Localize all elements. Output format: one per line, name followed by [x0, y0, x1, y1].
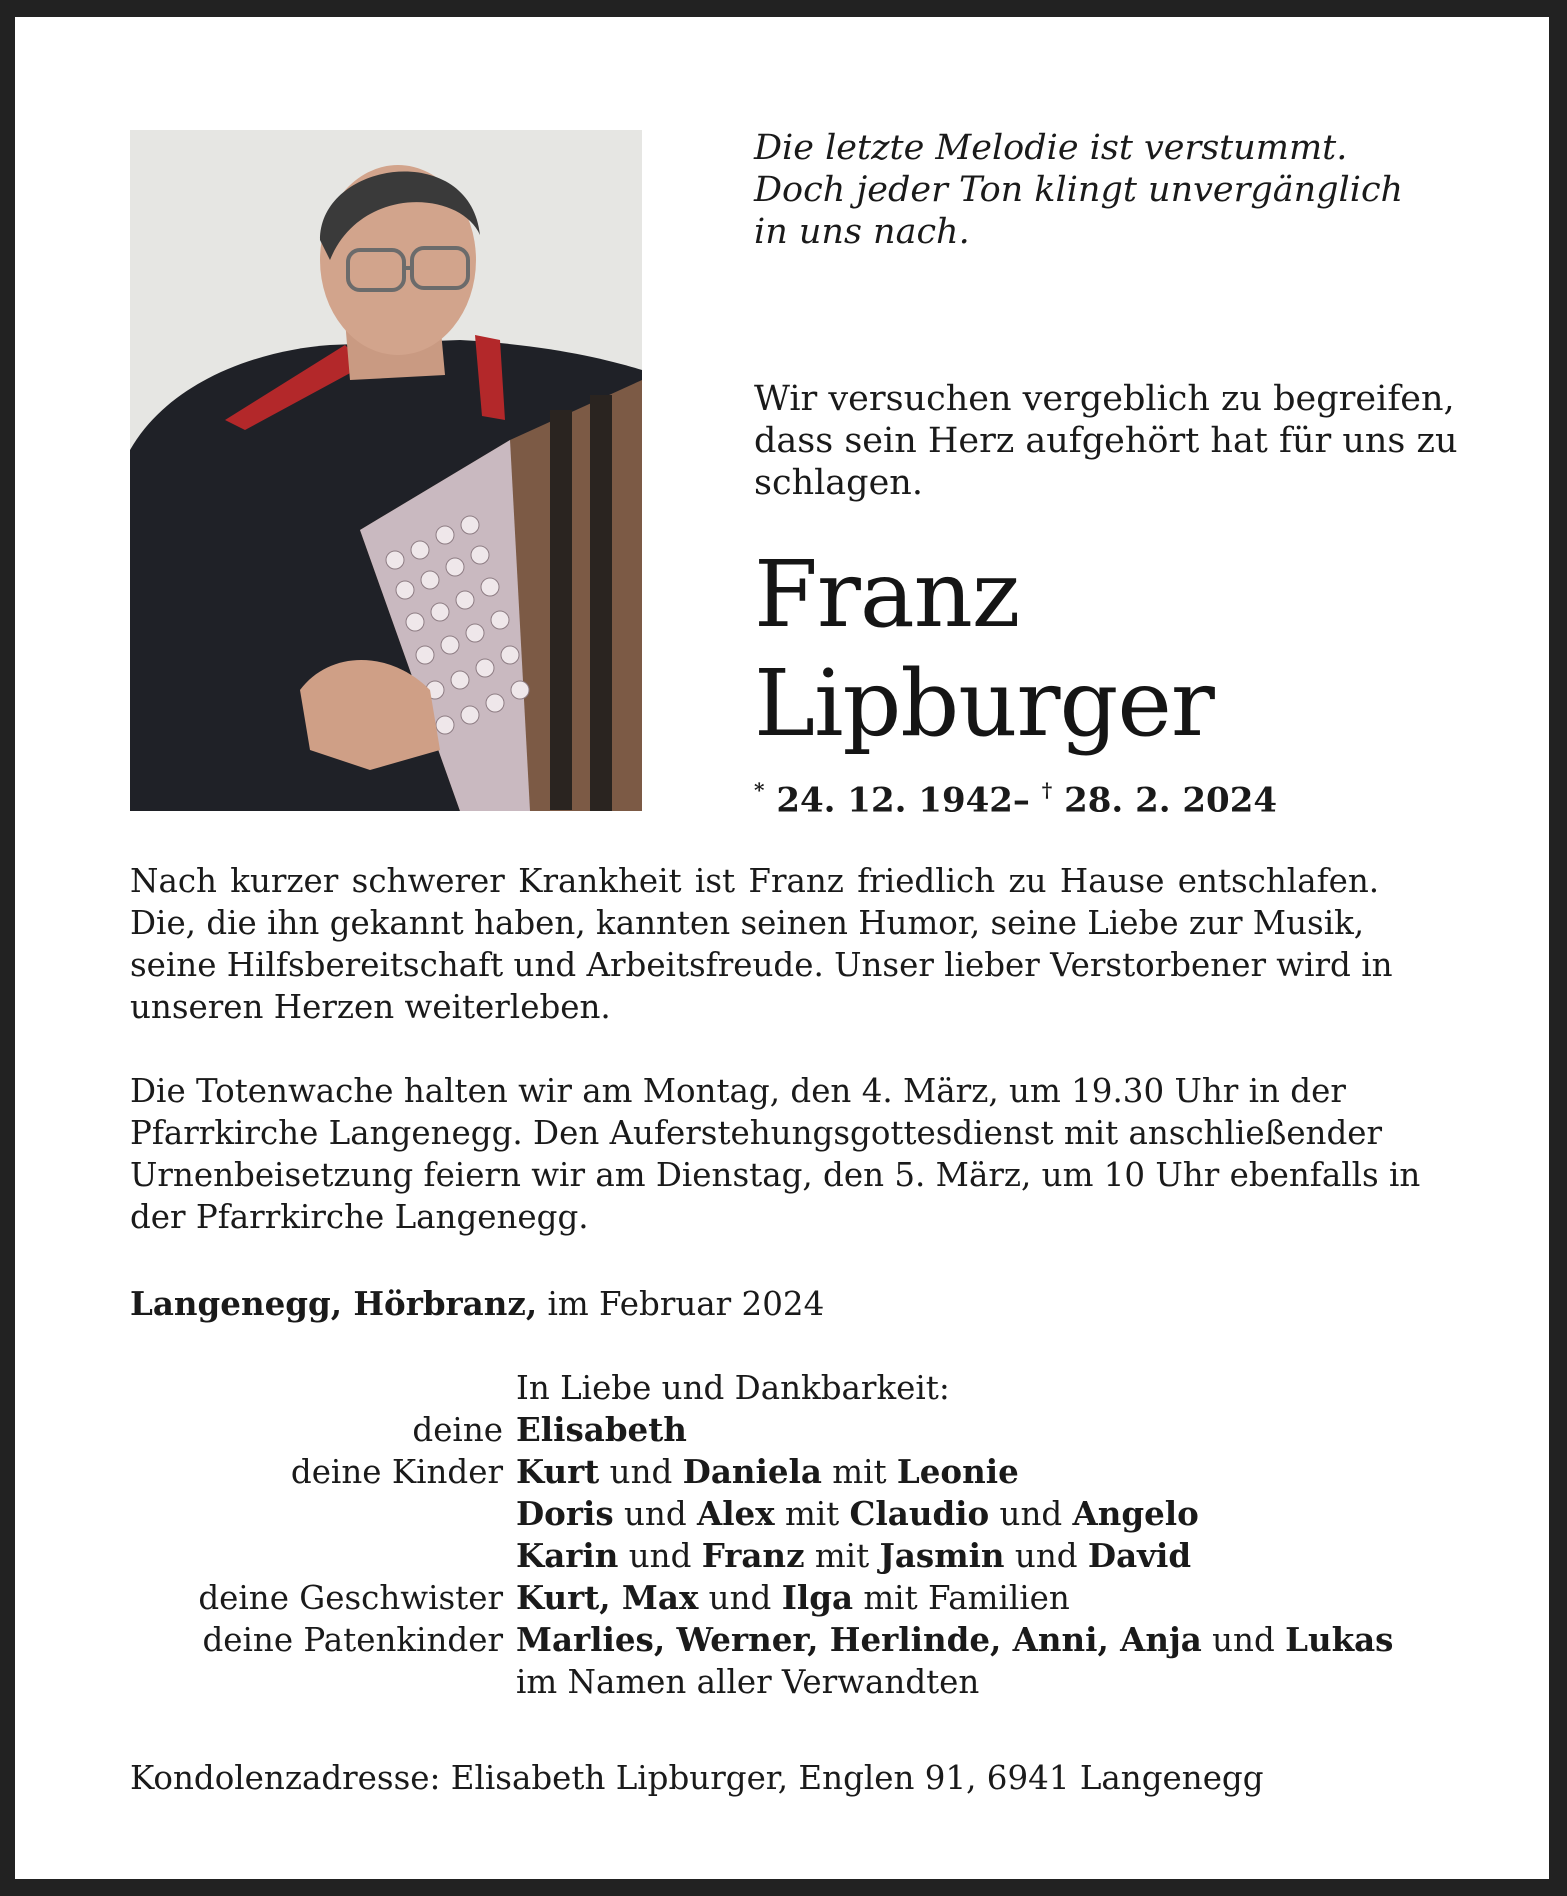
relation-label: deine Patenkinder [202, 1621, 503, 1659]
relative-name: Elisabeth [516, 1410, 687, 1449]
relative-name: Claudio [849, 1494, 990, 1533]
paragraph-line: Urnenbeisetzung feiern wir am Dienstag, den 5. März, um 10 Uhr ebenfalls in [130, 1156, 1421, 1194]
obituary-paragraph [130, 860, 1440, 1028]
relation-label: deine Kinder [290, 1453, 503, 1491]
intro-line: Wir versuchen vergeblich zu begreifen, [754, 379, 1455, 419]
family-row [130, 1493, 1440, 1535]
relation-label [130, 1493, 516, 1535]
relative-name: Lukas [1285, 1620, 1394, 1659]
quote-line: in uns nach. [754, 212, 970, 252]
family-row [130, 1409, 1440, 1451]
portrait-photo [130, 130, 642, 811]
paragraph-line: Nach kurzer schwerer Krankheit ist Franz friedlich zu Hause entschlafen. [130, 862, 1380, 900]
accordion-player-illustration [130, 130, 642, 811]
relative-name: Alex [696, 1494, 775, 1533]
paragraph-line: Die Totenwache halten wir am Montag, den 4. März, um 19.30 Uhr in der [130, 1072, 1346, 1110]
relative-names [516, 1451, 1019, 1493]
relative-names [516, 1409, 687, 1451]
connector-text: mit [804, 1537, 880, 1575]
relation-label: deine [412, 1411, 503, 1449]
intro-line: dass sein Herz aufgehört hat für uns zu [754, 421, 1458, 461]
paragraph-line: seine Hilfsbereitschaft und Arbeitsfreude. Unser lieber Verstorbener wird in [130, 946, 1393, 984]
relative-names [516, 1493, 1199, 1535]
relative-name: Franz [701, 1536, 805, 1575]
relative-name: Kurt [516, 1452, 600, 1491]
relative-name: Angelo [1072, 1494, 1199, 1533]
relative-name: Kurt, Max [516, 1578, 699, 1617]
relative-name: Ilga [781, 1578, 854, 1617]
family-heading: In Liebe und Dankbarkeit: [516, 1369, 950, 1407]
relative-name: David [1087, 1536, 1192, 1575]
relative-names [516, 1661, 979, 1703]
death-date: 28. 2. 2024 [1064, 780, 1278, 821]
intro-text [754, 378, 1458, 504]
paragraph-line: unseren Herzen weiterleben. [130, 988, 611, 1026]
relation-label [130, 1661, 516, 1703]
relation-label [130, 1535, 516, 1577]
condolence-address: Kondolenzadresse: Elisabeth Lipburger, Englen 91, 6941 Langenegg [130, 1759, 1264, 1797]
relative-names [516, 1535, 1191, 1577]
paragraph-line: der Pfarrkirche Langenegg. [130, 1198, 589, 1236]
quote-line: Doch jeder Ton klingt unvergänglich [754, 170, 1404, 210]
date-separator: – [1012, 780, 1030, 821]
connector-text: und [989, 1495, 1073, 1533]
family-heading-row [130, 1367, 1440, 1409]
relative-name: Leonie [896, 1452, 1019, 1491]
birth-date: 24. 12. 1942 [776, 780, 1013, 821]
relation-label: deine Geschwister [198, 1579, 503, 1617]
quote-line: Die letzte Melodie ist verstummt. [754, 128, 1348, 168]
intro-line: schlagen. [754, 463, 923, 503]
connector-text: im Namen aller Verwandten [516, 1663, 980, 1701]
connector-text: und [599, 1453, 683, 1491]
connector-text: mit [774, 1495, 850, 1533]
relative-name: Doris [516, 1494, 614, 1533]
relative-names [516, 1577, 1070, 1619]
paragraph-line: Die, die ihn gekannt haben, kannten seinen Humor, seine Liebe zur Musik, [130, 904, 1365, 942]
place-date-line [130, 1283, 824, 1325]
connector-text: und [618, 1537, 702, 1575]
paragraph-line: Pfarrkirche Langenegg. Den Auferstehungsgottesdienst mit anschließender [130, 1114, 1383, 1152]
death-symbol: † [1041, 778, 1053, 802]
relative-name: Jasmin [879, 1536, 1005, 1575]
family-signatures [130, 1367, 1440, 1703]
connector-text: und [613, 1495, 697, 1533]
family-row [130, 1661, 1440, 1703]
connector-text: und [1201, 1621, 1286, 1659]
relative-name: Daniela [682, 1452, 822, 1491]
connector-text: und [1004, 1537, 1088, 1575]
life-dates [754, 780, 1277, 820]
family-row [130, 1619, 1440, 1661]
relative-names [516, 1619, 1393, 1661]
family-row [130, 1535, 1440, 1577]
family-row [130, 1577, 1440, 1619]
place-names: Langenegg, Hörbranz, [130, 1284, 538, 1323]
memorial-quote [754, 127, 1403, 253]
family-row [130, 1451, 1440, 1493]
connector-text: mit [821, 1453, 897, 1491]
first-name: Franz [754, 541, 1020, 648]
relative-name: Marlies, Werner, Herlinde, Anni, Anja [516, 1620, 1202, 1659]
last-name: Lipburger [754, 650, 1214, 757]
place-date: im Februar 2024 [537, 1285, 825, 1323]
connector-text: mit Familien [853, 1579, 1070, 1617]
birth-symbol: * [754, 778, 765, 802]
relative-name: Karin [516, 1536, 619, 1575]
deceased-name [754, 540, 1214, 758]
connector-text: und [698, 1579, 782, 1617]
service-paragraph [130, 1070, 1440, 1238]
